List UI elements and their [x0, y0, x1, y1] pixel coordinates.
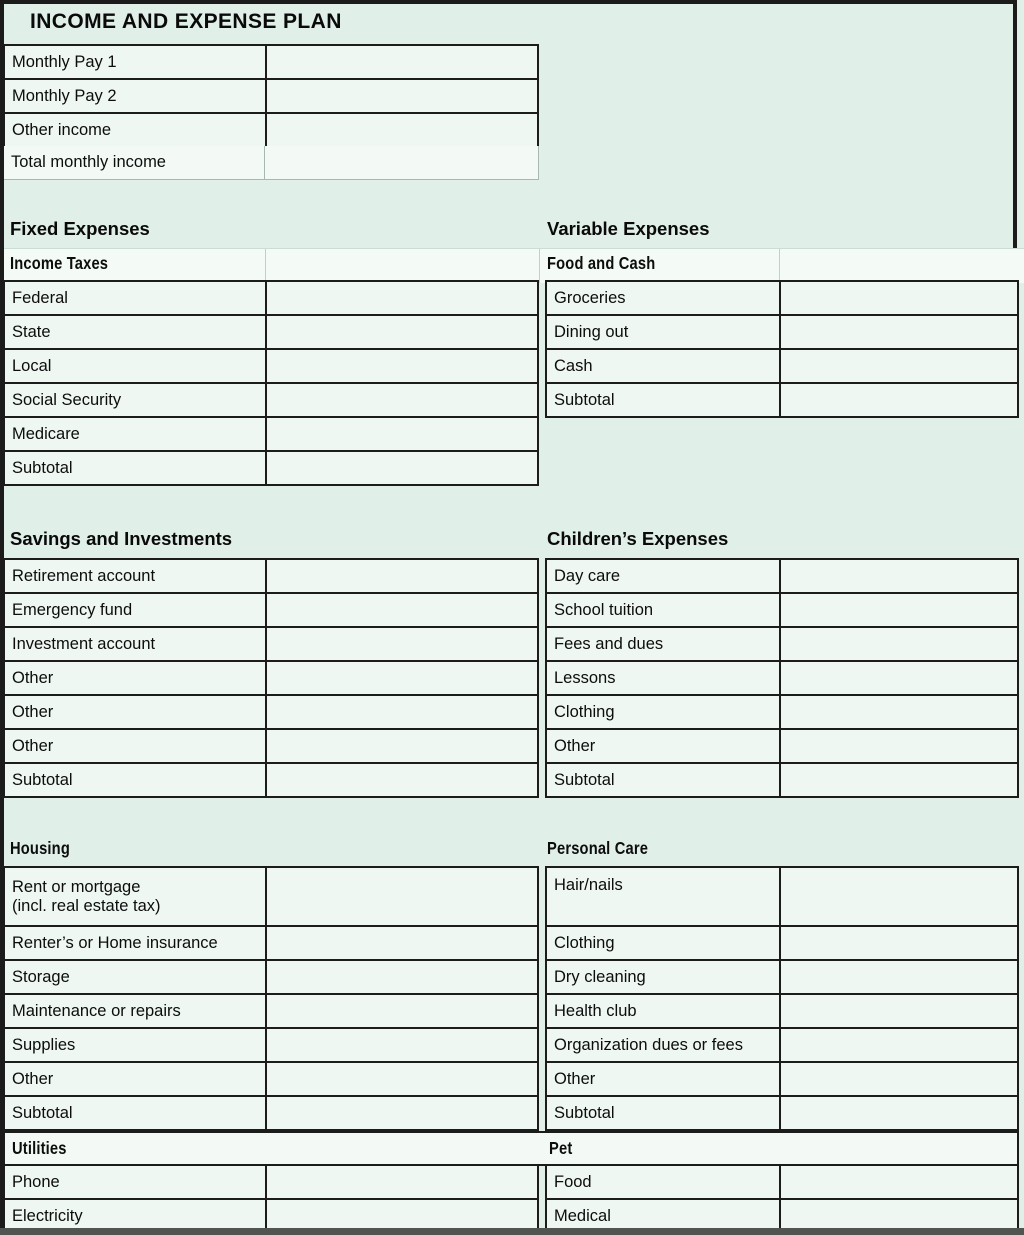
row-label: Medicare: [12, 424, 80, 443]
table-row: [5, 1198, 537, 1232]
utilities-subheading: Utilities: [12, 1138, 67, 1158]
table-row: [5, 560, 537, 592]
amount-cell[interactable]: [265, 418, 537, 450]
row-label: Other: [12, 736, 54, 755]
table-row: [547, 728, 1017, 762]
amount-cell[interactable]: [779, 350, 1017, 382]
amount-cell[interactable]: [265, 1166, 537, 1198]
table-row: [547, 626, 1017, 660]
table-row: [5, 1061, 537, 1095]
variable-expenses-heading: Variable Expenses: [547, 218, 710, 239]
pet-subheading: Pet: [549, 1138, 573, 1158]
amount-cell[interactable]: [779, 1029, 1017, 1061]
band-divider: [779, 249, 780, 283]
table-row: [5, 282, 537, 314]
amount-cell[interactable]: [779, 927, 1017, 959]
row-label: Lessons: [554, 668, 616, 687]
housing-table: [3, 866, 539, 1131]
table-row: [5, 694, 537, 728]
row-label: Day care: [554, 566, 621, 585]
amount-cell[interactable]: [779, 730, 1017, 762]
row-label: Retirement account: [12, 566, 156, 585]
row-label: State: [12, 322, 51, 341]
table-row: [547, 959, 1017, 993]
row-label: Other: [12, 702, 54, 721]
amount-cell[interactable]: [779, 696, 1017, 728]
childrens-expenses-heading: Children’s Expenses: [547, 528, 729, 549]
table-row: [547, 348, 1017, 382]
income-taxes-table: [3, 280, 539, 486]
row-label: Dry cleaning: [554, 967, 646, 986]
table-row: [5, 959, 537, 993]
table-row: [547, 925, 1017, 959]
savings-heading: Savings and Investments: [10, 528, 233, 549]
band-divider: [539, 249, 540, 283]
row-label: Medical: [554, 1206, 611, 1225]
row-label: Phone: [12, 1172, 60, 1191]
amount-cell[interactable]: [265, 560, 537, 592]
amount-cell[interactable]: [265, 594, 537, 626]
amount-cell[interactable]: [265, 628, 537, 660]
row-label: Fees and dues: [554, 634, 664, 653]
amount-cell[interactable]: [265, 282, 537, 314]
table-row: [5, 314, 537, 348]
row-label: Groceries: [554, 288, 626, 307]
row-label: Social Security: [12, 390, 122, 409]
table-row-subtotal: [547, 762, 1017, 796]
row-label: Hair/nails: [554, 876, 623, 894]
row-label: Other: [12, 668, 54, 687]
amount-cell[interactable]: [779, 995, 1017, 1027]
row-label: Subtotal: [12, 458, 73, 477]
amount-cell[interactable]: [265, 46, 537, 78]
row-label: Maintenance or repairs: [12, 1001, 181, 1020]
row-label: Monthly Pay 2: [12, 86, 117, 105]
amount-cell[interactable]: [779, 316, 1017, 348]
amount-cell[interactable]: [265, 1063, 537, 1095]
table-row: [5, 1027, 537, 1061]
income-table: [3, 44, 539, 180]
row-label: Cash: [554, 356, 593, 375]
table-row-subtotal: [5, 762, 537, 796]
table-row: [5, 925, 537, 959]
row-label: Local: [12, 356, 52, 375]
food-and-cash-subheading: Food and Cash: [547, 253, 656, 273]
row-label: Investment account: [12, 634, 156, 653]
page-border-right: [1013, 0, 1017, 248]
table-row: [5, 626, 537, 660]
childrens-expenses-table: [545, 558, 1019, 798]
personal-care-table: [545, 866, 1019, 1131]
fixed-expenses-heading: Fixed Expenses: [10, 218, 150, 239]
page-border-left: [0, 3, 4, 1235]
page-border-top: [0, 0, 1017, 4]
table-row: [5, 382, 537, 416]
row-label: Clothing: [554, 933, 615, 952]
food-and-cash-table: [545, 280, 1019, 418]
table-row-subtotal: [547, 382, 1017, 416]
table-row-subtotal: [5, 1095, 537, 1129]
housing-subheading: Housing: [10, 838, 70, 858]
personal-care-subheading: Personal Care: [547, 838, 649, 858]
table-row: [547, 560, 1017, 592]
table-row-total: [3, 146, 539, 180]
table-row-subtotal: [547, 1095, 1017, 1129]
amount-cell[interactable]: [265, 114, 537, 146]
subheading-band: [0, 248, 1024, 283]
table-row: [547, 1198, 1017, 1232]
amount-cell[interactable]: [779, 282, 1017, 314]
table-row: [5, 660, 537, 694]
table-row: [547, 282, 1017, 314]
amount-cell[interactable]: [265, 80, 537, 112]
row-label: Supplies: [12, 1035, 76, 1054]
amount-cell[interactable]: [779, 384, 1017, 416]
amount-cell[interactable]: [265, 764, 537, 796]
table-row: [547, 868, 1017, 925]
pet-table: [545, 1164, 1019, 1234]
row-label: Organization dues or fees: [554, 1035, 743, 1054]
amount-cell[interactable]: [779, 1097, 1017, 1129]
row-label: School tuition: [554, 600, 654, 619]
table-row: [5, 592, 537, 626]
table-row: [3, 78, 539, 114]
row-label: Subtotal: [554, 390, 615, 409]
table-row: [547, 660, 1017, 694]
savings-table: [3, 558, 539, 798]
amount-cell[interactable]: [265, 350, 537, 382]
row-label: Other: [554, 1069, 596, 1088]
row-label: Monthly Pay 1: [12, 52, 117, 71]
amount-cell[interactable]: [779, 1166, 1017, 1198]
row-label: Renter’s or Home insurance: [12, 933, 218, 952]
row-label: Other: [12, 1069, 54, 1088]
page-title: INCOME AND EXPENSE PLAN: [30, 10, 342, 33]
amount-cell[interactable]: [265, 696, 537, 728]
amount-cell[interactable]: [779, 961, 1017, 993]
table-row: [5, 416, 537, 450]
row-label: Rent or mortgage (incl. real estate tax): [12, 877, 161, 915]
amount-cell[interactable]: [265, 730, 537, 762]
amount-cell[interactable]: [779, 764, 1017, 796]
table-row: [547, 993, 1017, 1027]
row-label: Electricity: [12, 1206, 83, 1225]
row-label: Subtotal: [554, 1103, 615, 1122]
amount-cell[interactable]: [779, 560, 1017, 592]
row-label: Federal: [12, 288, 68, 307]
table-row: [547, 314, 1017, 348]
row-label: Subtotal: [12, 770, 73, 789]
table-row: [5, 868, 537, 925]
table-row: [547, 592, 1017, 626]
table-row: [5, 728, 537, 762]
amount-cell[interactable]: [265, 316, 537, 348]
utilities-table: [3, 1164, 539, 1234]
amount-cell[interactable]: [779, 594, 1017, 626]
table-row: [547, 694, 1017, 728]
table-row: [5, 1166, 537, 1198]
table-row: [3, 112, 539, 148]
amount-cell[interactable]: [265, 961, 537, 993]
amount-cell[interactable]: [265, 384, 537, 416]
amount-cell[interactable]: [265, 868, 537, 925]
amount-cell[interactable]: [264, 146, 538, 179]
table-row: [5, 993, 537, 1027]
table-row: [5, 348, 537, 382]
row-label: Food: [554, 1172, 592, 1191]
amount-cell[interactable]: [779, 628, 1017, 660]
row-label: Dining out: [554, 322, 629, 341]
table-row: [3, 44, 539, 80]
amount-cell[interactable]: [779, 1063, 1017, 1095]
amount-cell[interactable]: [779, 662, 1017, 694]
row-label: Total monthly income: [11, 153, 166, 171]
row-label: Other: [554, 736, 596, 755]
row-label: Storage: [12, 967, 70, 986]
band-divider: [265, 249, 266, 283]
amount-cell[interactable]: [265, 927, 537, 959]
amount-cell[interactable]: [265, 662, 537, 694]
amount-cell[interactable]: [265, 1097, 537, 1129]
table-row: [547, 1027, 1017, 1061]
table-row: [547, 1061, 1017, 1095]
amount-cell[interactable]: [265, 452, 537, 484]
amount-cell[interactable]: [265, 995, 537, 1027]
row-label: Emergency fund: [12, 600, 133, 619]
page-edge-strip: [0, 1228, 1024, 1235]
row-label: Other income: [12, 120, 112, 139]
income-taxes-subheading: Income Taxes: [10, 253, 109, 273]
row-label: Clothing: [554, 702, 615, 721]
row-label: Subtotal: [12, 1103, 73, 1122]
table-row-subtotal: [5, 450, 537, 484]
row-label: Subtotal: [554, 770, 615, 789]
subheading-band: [3, 1131, 1019, 1166]
amount-cell[interactable]: [779, 868, 1017, 925]
table-row: [547, 1166, 1017, 1198]
row-label: Health club: [554, 1001, 637, 1020]
amount-cell[interactable]: [265, 1029, 537, 1061]
